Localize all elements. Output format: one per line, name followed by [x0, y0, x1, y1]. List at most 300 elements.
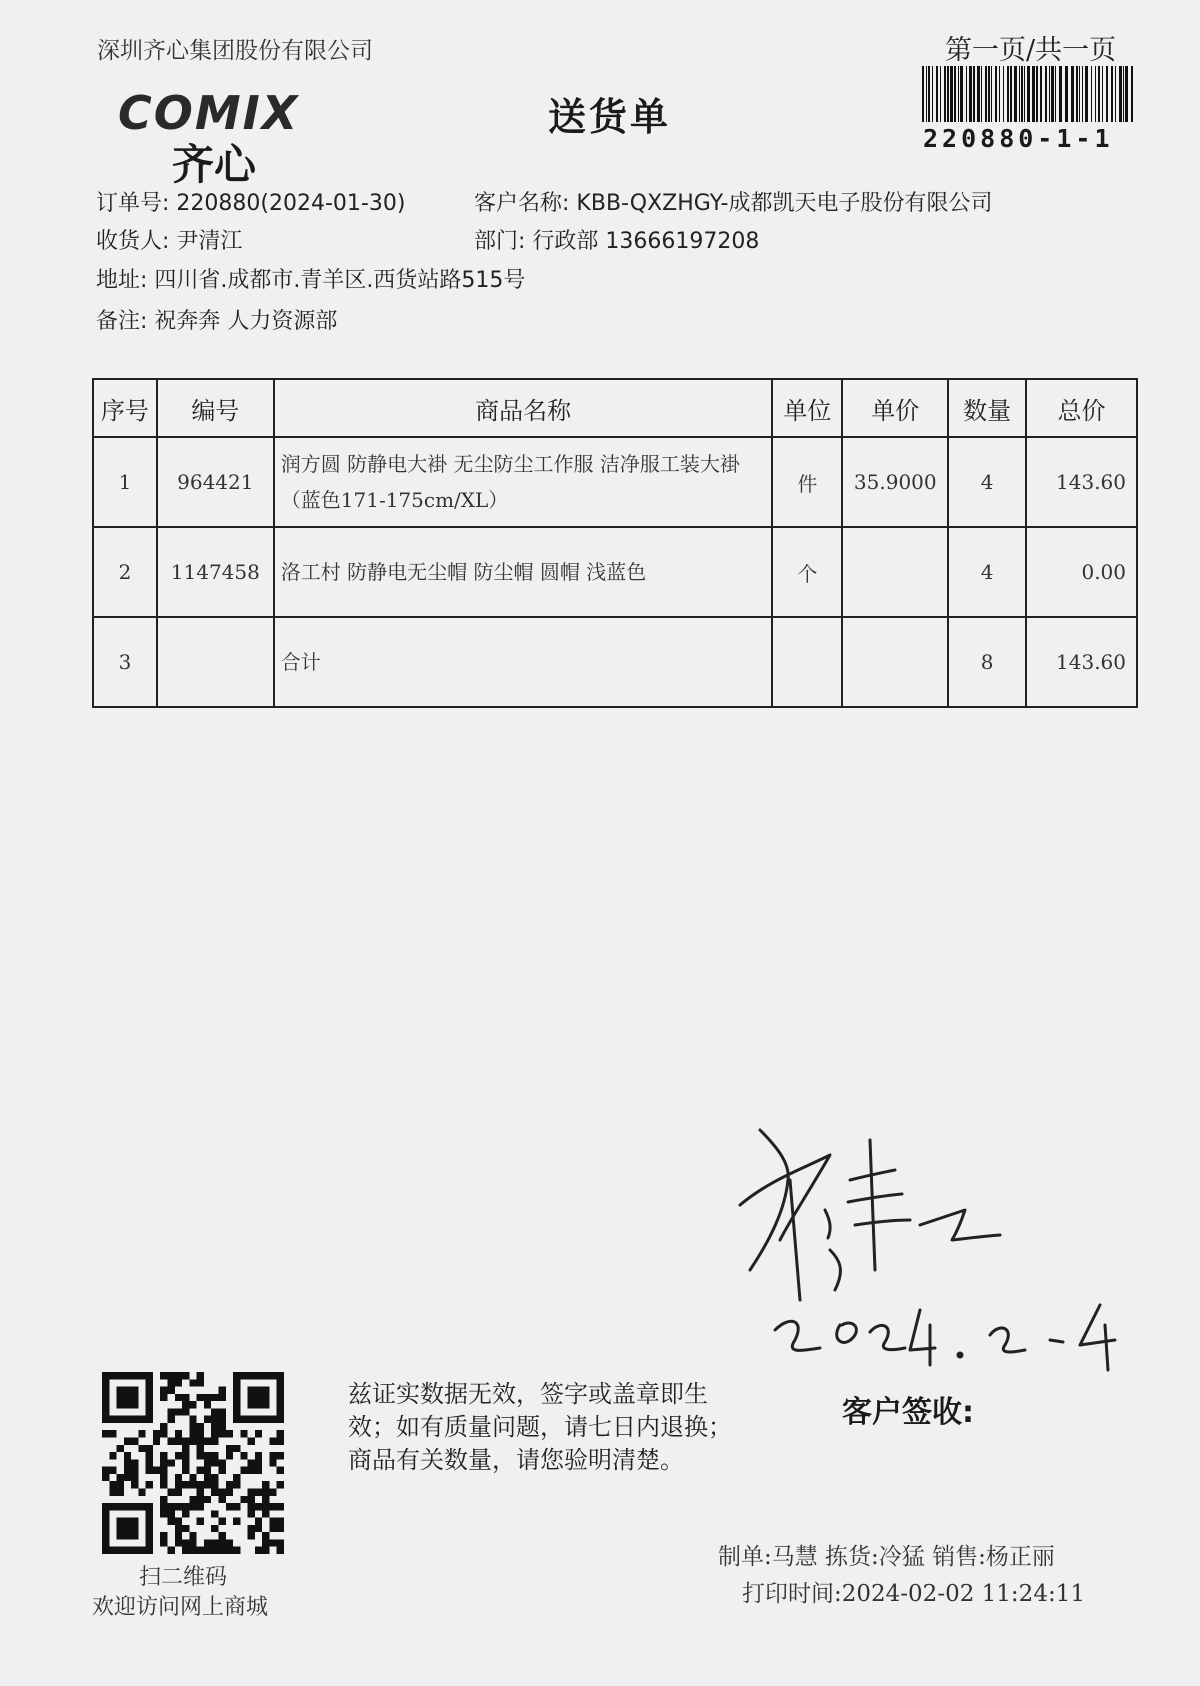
qr-module	[197, 1503, 204, 1510]
qr-module	[269, 1438, 276, 1445]
qr-module	[204, 1481, 211, 1488]
qr-module	[146, 1467, 153, 1474]
qr-module	[153, 1438, 160, 1445]
qr-module	[248, 1438, 255, 1445]
qr-module	[109, 1467, 116, 1474]
qr-module	[138, 1488, 145, 1495]
qr-module	[189, 1474, 196, 1481]
qr-finder-core	[117, 1387, 139, 1409]
qr-module	[211, 1438, 218, 1445]
qr-module	[197, 1452, 204, 1459]
qr-module	[262, 1510, 269, 1517]
qr-module	[255, 1488, 262, 1495]
qr-module	[211, 1510, 218, 1517]
receiver	[96, 224, 242, 255]
table-row	[93, 437, 1137, 527]
qr-module	[124, 1474, 131, 1481]
customer-name	[474, 186, 993, 217]
qr-module	[204, 1547, 211, 1554]
barcode-bar	[1027, 66, 1030, 122]
qr-caption: 扫二维码	[139, 1565, 228, 1590]
table-row	[93, 527, 1137, 617]
table-row-total	[93, 617, 1137, 707]
qr-module	[248, 1510, 255, 1517]
qr-module	[175, 1488, 182, 1495]
qr-module	[248, 1459, 255, 1466]
barcode-bar	[988, 66, 990, 122]
qr-module	[117, 1474, 124, 1481]
qr-module	[197, 1423, 204, 1430]
notice-line: 商品有关数量，请您验明清楚。	[348, 1446, 684, 1474]
cell-price	[842, 527, 948, 617]
cell-product: 合计	[274, 617, 773, 707]
qr-module	[182, 1539, 189, 1546]
qr-module	[160, 1394, 167, 1401]
qr-module	[248, 1525, 255, 1532]
qr-module	[204, 1401, 211, 1408]
qr-module	[211, 1488, 218, 1495]
cell-seq: 2	[93, 527, 157, 617]
qr-module	[175, 1539, 182, 1546]
qr-module	[218, 1423, 225, 1430]
qr-module	[182, 1394, 189, 1401]
customer-value: KBB-QXZHGY-成都凯天电子股份有限公司	[576, 191, 993, 216]
document-title: 送货单	[548, 95, 672, 139]
cell-qty: 8	[948, 617, 1026, 707]
qr-module	[226, 1481, 233, 1488]
qr-module	[168, 1503, 175, 1510]
remark-value: 祝奔奔 人力资源部	[154, 309, 338, 334]
receiver-label: 收货人:	[96, 229, 170, 254]
qr-module	[218, 1496, 225, 1503]
qr-module	[204, 1452, 211, 1459]
qr-module	[248, 1488, 255, 1495]
qr-module	[175, 1379, 182, 1386]
qr-module	[160, 1481, 167, 1488]
qr-module	[197, 1372, 204, 1379]
qr-module	[277, 1518, 284, 1525]
barcode-bar	[1051, 66, 1054, 122]
qr-module	[182, 1459, 189, 1466]
qr-module	[175, 1394, 182, 1401]
barcode-bar	[969, 66, 972, 122]
qr-module	[240, 1467, 247, 1474]
qr-module	[160, 1387, 167, 1394]
qr-module	[218, 1416, 225, 1423]
col-header-code: 编号	[157, 379, 274, 437]
qr-module	[197, 1496, 204, 1503]
qr-module	[277, 1467, 284, 1474]
qr-module	[218, 1430, 225, 1437]
qr-module	[117, 1481, 124, 1488]
qr-module	[146, 1445, 153, 1452]
qr-module	[160, 1532, 167, 1539]
barcode-bar	[1045, 66, 1047, 122]
qr-module	[269, 1518, 276, 1525]
qr-module	[211, 1423, 218, 1430]
qr-module	[226, 1503, 233, 1510]
qr-module	[182, 1438, 189, 1445]
qr-module	[146, 1459, 153, 1466]
qr-module	[175, 1372, 182, 1379]
qr-module	[138, 1430, 145, 1437]
barcode-bar	[1021, 66, 1023, 122]
qr-module	[182, 1503, 189, 1510]
qr-module	[182, 1547, 189, 1554]
cell-unit: 个	[772, 527, 842, 617]
qr-module	[248, 1532, 255, 1539]
barcode-bar	[985, 66, 987, 122]
qr-module	[211, 1481, 218, 1488]
barcode-bar	[991, 66, 992, 122]
qr-module	[269, 1459, 276, 1466]
qr-module	[262, 1481, 269, 1488]
qr-module	[182, 1510, 189, 1517]
qr-module	[160, 1459, 167, 1466]
qr-module	[255, 1430, 262, 1437]
dept-value: 行政部 13666197208	[532, 229, 760, 254]
qr-module	[168, 1488, 175, 1495]
qr-module	[124, 1438, 131, 1445]
barcode-bar	[947, 66, 949, 122]
barcode-bar	[926, 66, 927, 122]
qr-module	[269, 1539, 276, 1546]
barcode-bar	[1091, 66, 1092, 122]
qr-module	[189, 1503, 196, 1510]
barcode-bar	[1019, 66, 1020, 122]
qr-module	[131, 1474, 138, 1481]
barcode-bar	[1014, 66, 1017, 122]
barcode-number: 220880-1-1	[923, 124, 1114, 153]
qr-module	[182, 1445, 189, 1452]
qr-module	[160, 1539, 167, 1546]
barcode-bar	[1123, 66, 1124, 122]
barcode-bar	[1119, 66, 1122, 122]
qr-module	[248, 1467, 255, 1474]
qr-module	[218, 1467, 225, 1474]
qr-module	[204, 1438, 211, 1445]
qr-module	[153, 1467, 160, 1474]
qr-module	[182, 1525, 189, 1532]
barcode-bar	[1111, 66, 1113, 122]
qr-module	[160, 1452, 167, 1459]
qr-module	[197, 1379, 204, 1386]
qr-module	[197, 1445, 204, 1452]
qr-module	[109, 1488, 116, 1495]
qr-module	[168, 1518, 175, 1525]
barcode-bar	[1007, 66, 1009, 122]
qr-module	[175, 1430, 182, 1437]
barcode-bar	[995, 66, 997, 122]
staff-line: 制单:马慧 拣货:冷猛 销售:杨正丽	[718, 1544, 1055, 1570]
cell-total: 143.60	[1026, 437, 1137, 527]
qr-caption-2: 欢迎访问网上商城	[92, 1595, 269, 1620]
qr-module	[218, 1539, 225, 1546]
qr-module	[277, 1438, 284, 1445]
barcode-bar	[1040, 66, 1042, 122]
qr-module	[269, 1525, 276, 1532]
qr-module	[255, 1467, 262, 1474]
qr-module	[240, 1452, 247, 1459]
qr-module	[226, 1539, 233, 1546]
qr-module	[160, 1510, 167, 1517]
qr-module	[211, 1459, 218, 1466]
qr-module	[168, 1416, 175, 1423]
barcode-bar	[999, 66, 1000, 122]
col-header-unit: 单位	[772, 379, 842, 437]
barcode-bar	[936, 66, 938, 122]
qr-module	[197, 1430, 204, 1437]
barcode-bar	[922, 66, 924, 122]
qr-module	[211, 1430, 218, 1437]
qr-module	[211, 1416, 218, 1423]
qr-module	[146, 1452, 153, 1459]
qr-module	[131, 1438, 138, 1445]
qr-module	[277, 1452, 284, 1459]
qr-module	[102, 1430, 109, 1437]
col-header-total: 总价	[1026, 379, 1137, 437]
barcode-bar	[1055, 66, 1056, 122]
barcode-bar	[954, 66, 956, 122]
qr-module	[262, 1503, 269, 1510]
qr-module	[211, 1525, 218, 1532]
qr-module	[160, 1503, 167, 1510]
cell-total: 0.00	[1026, 527, 1137, 617]
qr-module	[168, 1459, 175, 1466]
qr-module	[189, 1430, 196, 1437]
address	[96, 263, 525, 294]
qr-module	[175, 1503, 182, 1510]
qr-module	[277, 1481, 284, 1488]
cell-product: 润方圆 防静电大褂 无尘防尘工作服 洁净服工装大褂（蓝色171-175cm/XL）	[274, 437, 773, 527]
qr-module	[218, 1408, 225, 1415]
barcode-bar	[1085, 66, 1088, 122]
col-header-price: 单价	[842, 379, 948, 437]
qr-module	[160, 1430, 167, 1437]
qr-module	[102, 1474, 109, 1481]
qr-module	[262, 1532, 269, 1539]
qr-module	[233, 1481, 240, 1488]
qr-module	[160, 1423, 167, 1430]
comix-logo: COMIX	[118, 86, 300, 140]
qr-module	[204, 1539, 211, 1546]
qr-module	[182, 1481, 189, 1488]
qr-module	[211, 1539, 218, 1546]
qr-module	[197, 1481, 204, 1488]
barcode-bar	[1095, 66, 1096, 122]
qr-module	[189, 1438, 196, 1445]
order-value: 220880(2024-01-30)	[176, 191, 406, 216]
barcode-bar	[1003, 66, 1004, 122]
qr-module	[138, 1445, 145, 1452]
barcode-bar	[1102, 66, 1103, 122]
qr-module	[168, 1372, 175, 1379]
barcode-bar	[1024, 66, 1025, 122]
qr-module	[269, 1488, 276, 1495]
qr-module	[218, 1394, 225, 1401]
qr-module	[218, 1488, 225, 1495]
qr-module	[175, 1481, 182, 1488]
qr-module	[160, 1467, 167, 1474]
qr-module	[218, 1459, 225, 1466]
cell-seq: 1	[93, 437, 157, 527]
qr-module	[197, 1467, 204, 1474]
qr-module	[277, 1503, 284, 1510]
barcode	[922, 66, 1137, 122]
qr-module	[175, 1452, 182, 1459]
qr-module	[175, 1438, 182, 1445]
qr-module	[277, 1539, 284, 1546]
address-label: 地址:	[96, 268, 148, 293]
qr-module	[204, 1467, 211, 1474]
qr-module	[218, 1387, 225, 1394]
qr-module	[269, 1452, 276, 1459]
notice-line: 兹证实数据无效，签字或盖章即生	[348, 1380, 708, 1408]
qr-module	[102, 1467, 109, 1474]
barcode-bar	[940, 66, 941, 122]
qr-module	[182, 1408, 189, 1415]
qr-module	[204, 1496, 211, 1503]
qr-module	[197, 1394, 204, 1401]
qr-module	[131, 1467, 138, 1474]
comix-logo-cn: 齐心	[172, 140, 257, 189]
qr-module	[189, 1532, 196, 1539]
qr-module	[160, 1474, 167, 1481]
qr-module	[211, 1452, 218, 1459]
barcode-bar	[1049, 66, 1050, 122]
qr-module	[262, 1547, 269, 1554]
qr-module	[255, 1459, 262, 1466]
qr-module	[168, 1438, 175, 1445]
qr-module	[211, 1394, 218, 1401]
qr-module	[131, 1481, 138, 1488]
barcode-bar	[1082, 66, 1083, 122]
barcode-bar	[1125, 66, 1128, 122]
handwritten-signature	[730, 1110, 1130, 1380]
qr-module	[233, 1518, 240, 1525]
qr-module	[240, 1496, 247, 1503]
items-table	[92, 378, 1138, 708]
qr-module	[189, 1416, 196, 1423]
cell-qty: 4	[948, 527, 1026, 617]
qr-finder-core	[117, 1518, 139, 1540]
qr-module	[248, 1496, 255, 1503]
department	[474, 224, 759, 255]
qr-module	[117, 1445, 124, 1452]
qr-module	[226, 1445, 233, 1452]
cell-code	[157, 617, 274, 707]
barcode-bar	[928, 66, 930, 122]
barcode-bar	[1032, 66, 1035, 122]
cell-qty: 4	[948, 437, 1026, 527]
remark	[96, 304, 337, 335]
order-label: 订单号:	[96, 191, 170, 216]
barcode-bar	[944, 66, 946, 122]
cell-unit	[772, 617, 842, 707]
barcode-bar	[1059, 66, 1062, 122]
qr-module	[189, 1496, 196, 1503]
qr-module	[197, 1488, 204, 1495]
qr-module	[218, 1532, 225, 1539]
customer-sign-label: 客户签收:	[842, 1395, 974, 1430]
qr-module	[226, 1547, 233, 1554]
barcode-bar	[977, 66, 980, 122]
cell-price: 35.9000	[842, 437, 948, 527]
qr-module	[255, 1452, 262, 1459]
qr-module	[189, 1423, 196, 1430]
qr-module	[175, 1525, 182, 1532]
qr-module	[168, 1408, 175, 1415]
qr-module	[269, 1503, 276, 1510]
qr-code	[102, 1372, 284, 1554]
col-header-seq: 序号	[93, 379, 157, 437]
table-header-row	[93, 379, 1137, 437]
qr-module	[240, 1430, 247, 1437]
customer-label: 客户名称:	[474, 191, 570, 216]
qr-module	[204, 1416, 211, 1423]
qr-module	[189, 1401, 196, 1408]
qr-module	[146, 1481, 153, 1488]
qr-module	[168, 1547, 175, 1554]
qr-module	[218, 1547, 225, 1554]
receiver-value: 尹清江	[176, 229, 243, 254]
barcode-bar	[960, 66, 963, 122]
qr-module	[160, 1496, 167, 1503]
qr-module	[175, 1408, 182, 1415]
qr-module	[262, 1496, 269, 1503]
col-header-qty: 数量	[948, 379, 1026, 437]
qr-module	[117, 1488, 124, 1495]
dept-label: 部门:	[474, 229, 526, 254]
barcode-bar	[1036, 66, 1038, 122]
qr-module	[124, 1467, 131, 1474]
qr-module	[211, 1547, 218, 1554]
qr-module	[211, 1474, 218, 1481]
qr-module	[204, 1474, 211, 1481]
qr-module	[153, 1430, 160, 1437]
qr-module	[197, 1547, 204, 1554]
cell-price	[842, 617, 948, 707]
qr-module	[189, 1547, 196, 1554]
qr-module	[277, 1547, 284, 1554]
qr-module	[262, 1488, 269, 1495]
notice-text	[348, 1378, 732, 1477]
qr-module	[182, 1372, 189, 1379]
qr-module	[160, 1372, 167, 1379]
barcode-bar	[966, 66, 967, 122]
qr-module	[248, 1503, 255, 1510]
barcode-bar	[932, 66, 933, 122]
qr-module	[255, 1518, 262, 1525]
qr-module	[109, 1481, 116, 1488]
cell-seq: 3	[93, 617, 157, 707]
barcode-bar	[1115, 66, 1116, 122]
cell-product: 洛工村 防静电无尘帽 防尘帽 圆帽 浅蓝色	[274, 527, 773, 617]
qr-module	[226, 1488, 233, 1495]
qr-module	[182, 1467, 189, 1474]
qr-module	[197, 1518, 204, 1525]
remark-label: 备注:	[96, 309, 148, 334]
qr-module	[226, 1430, 233, 1437]
qr-module	[277, 1525, 284, 1532]
qr-module	[255, 1525, 262, 1532]
barcode-bar	[1076, 66, 1078, 122]
barcode-bar	[1071, 66, 1074, 122]
cell-code: 1147458	[157, 527, 274, 617]
qr-finder-core	[248, 1387, 270, 1409]
col-header-product: 商品名称	[274, 379, 773, 437]
qr-module	[189, 1379, 196, 1386]
